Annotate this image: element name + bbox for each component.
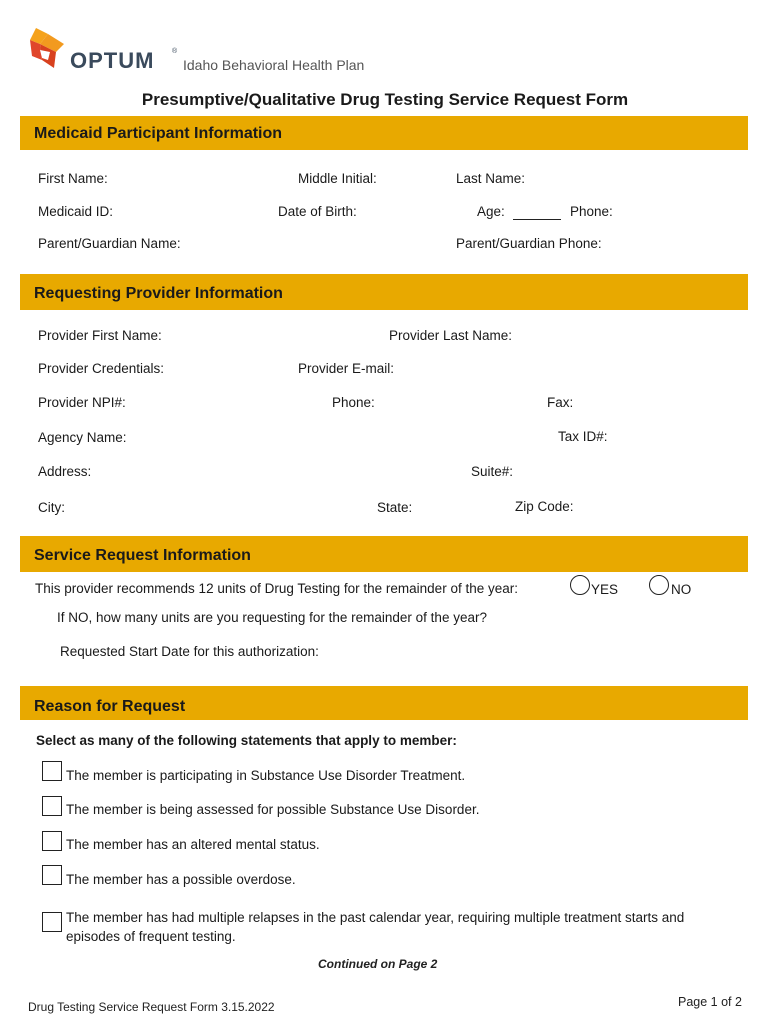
start-date-label: Requested Start Date for this authorization: <box>60 644 319 659</box>
yes-label: YES <box>591 582 619 597</box>
address-label: Address: <box>38 464 92 479</box>
reason-item-2: The member is being assessed for possible Substance Use Disorder. <box>66 802 480 817</box>
provider-phone-label: Phone: <box>332 395 375 410</box>
section-bar-provider <box>20 274 748 310</box>
section-heading: Medicaid Participant Information <box>34 125 283 142</box>
no-radio[interactable] <box>649 575 669 595</box>
reason-item-3: The member has an altered mental status. <box>66 837 320 852</box>
provider-first-name-label: Provider First Name: <box>38 328 162 343</box>
age-label: Age: <box>477 204 505 219</box>
brand-name: OPTUM <box>70 48 155 73</box>
section-bar-reason <box>20 686 748 720</box>
provider-credentials-label: Provider Credentials: <box>38 361 165 376</box>
last-name-label: Last Name: <box>456 171 526 186</box>
continued-note: Continued on Page 2 <box>318 957 438 971</box>
reason-checkbox-4[interactable] <box>42 865 62 885</box>
city-label: City: <box>38 500 65 515</box>
page-number: Page 1 of 2 <box>678 995 742 1009</box>
guardian-name-label: Parent/Guardian Name: <box>38 236 181 251</box>
trademark: ® <box>172 48 178 55</box>
provider-fax-label: Fax: <box>547 395 574 410</box>
page-title: Presumptive/Qualitative Drug Testing Service Request Form <box>141 90 629 109</box>
reason-checkbox-3[interactable] <box>42 831 62 851</box>
no-label: NO <box>671 582 692 597</box>
section-heading: Reason for Request <box>34 698 186 715</box>
provider-email-label: Provider E-mail: <box>298 361 395 376</box>
provider-npi-label: Provider NPI#: <box>38 395 126 410</box>
section-heading: Service Request Information <box>34 547 251 564</box>
dob-label: Date of Birth: <box>278 204 357 219</box>
recommend-statement: This provider recommends 12 units of Drug Testing for the remainder of the year: <box>35 581 518 596</box>
if-no-question: If NO, how many units are you requesting for the remainder of the year? <box>57 610 487 625</box>
medicaid-id-label: Medicaid ID: <box>38 204 114 219</box>
yes-radio[interactable] <box>570 575 590 595</box>
optum-logo-mark-icon <box>26 26 68 72</box>
provider-last-name-label: Provider Last Name: <box>389 328 513 343</box>
suite-label: Suite#: <box>471 464 514 479</box>
guardian-phone-label: Parent/Guardian Phone: <box>456 236 602 251</box>
plan-name: Idaho Behavioral Health Plan <box>183 57 365 73</box>
reason-item-5-continued: episodes of frequent testing. <box>66 929 236 944</box>
agency-name-label: Agency Name: <box>38 430 127 445</box>
tax-id-label: Tax ID#: <box>558 429 608 444</box>
optum-logo <box>26 26 176 76</box>
form-id: Drug Testing Service Request Form 3.15.2022 <box>28 1000 275 1014</box>
reason-checkbox-5[interactable] <box>42 912 62 932</box>
reason-item-4: The member has a possible overdose. <box>66 872 296 887</box>
section-bar-service <box>20 536 748 572</box>
reason-checkbox-2[interactable] <box>42 796 62 816</box>
zip-label: Zip Code: <box>515 499 574 514</box>
age-field[interactable] <box>513 219 561 220</box>
middle-initial-label: Middle Initial: <box>298 171 377 186</box>
reason-instruction: Select as many of the following statements that apply to member: <box>36 733 457 748</box>
state-label: State: <box>377 500 413 515</box>
reason-item-5: The member has had multiple relapses in the past calendar year, requiring multiple treatment starts and <box>66 910 685 925</box>
reason-checkbox-1[interactable] <box>42 761 62 781</box>
section-heading: Requesting Provider Information <box>34 285 283 302</box>
reason-item-1: The member is participating in Substance Use Disorder Treatment. <box>66 768 466 783</box>
first-name-label: First Name: <box>38 171 108 186</box>
phone-label: Phone: <box>570 204 613 219</box>
section-bar-participant <box>20 116 748 150</box>
